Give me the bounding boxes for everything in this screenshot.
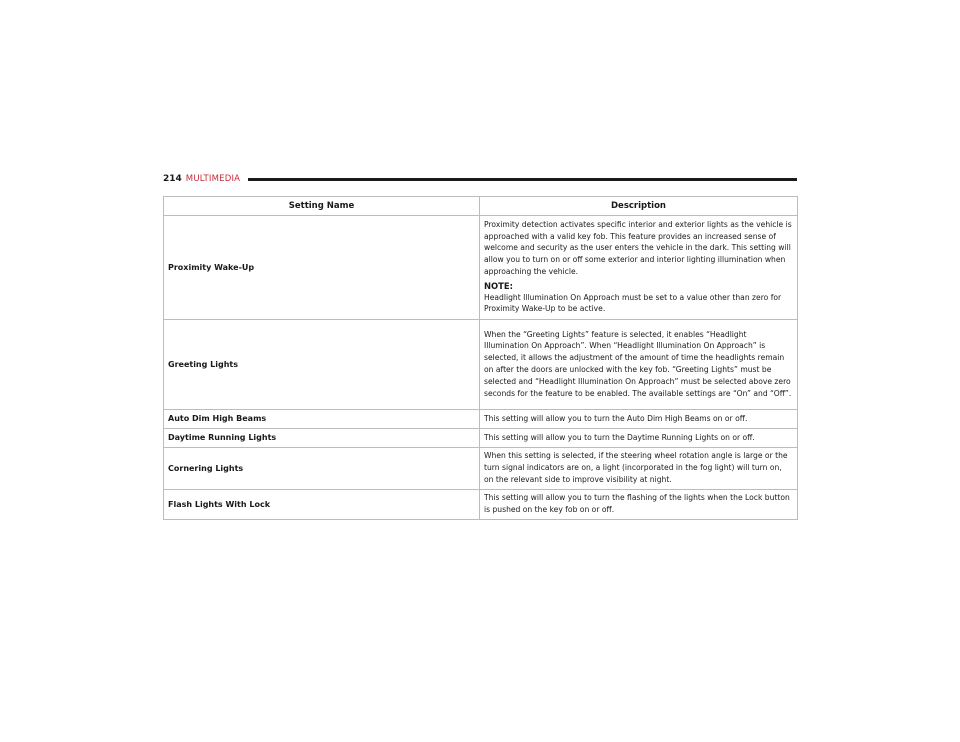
table-row	[164, 320, 798, 410]
note-label: NOTE:	[484, 280, 513, 291]
setting-name: Greeting Lights	[164, 320, 480, 410]
setting-description	[480, 216, 798, 320]
table-row	[164, 448, 798, 490]
table-row	[164, 490, 798, 520]
setting-name: Cornering Lights	[164, 448, 480, 490]
table-row	[164, 410, 798, 429]
setting-description: When the “Greeting Lights” feature is selected, it enables “Headlight Illumination On Approach”. When “Headlight Illumination On Approach” is selected, it allows the adjustment of the amount of time the headlights remain on after the doors are unlocked with the key fob. “Greeting Lights” must be selected and “Headlight Illumination On Approach” must be selected above zero seconds for the feature to be enabled. The available settings are “On” and “Off”.	[480, 320, 798, 410]
setting-name: Flash Lights With Lock	[164, 490, 480, 520]
setting-name: Proximity Wake-Up	[164, 216, 480, 320]
column-header-setting-name: Setting Name	[164, 197, 480, 216]
description-text: Proximity detection activates specific interior and exterior lights as the vehicle is approached with a valid key fob. This feature provides an increased sense of welcome and security as the user enters the vehicle in the dark. This setting will allow you to turn on or off some exterior and interior lighting illumination when approaching the vehicle.	[484, 219, 792, 276]
header-rule	[248, 178, 797, 181]
section-title: MULTIMEDIA	[185, 174, 241, 184]
lights-settings-table	[163, 196, 798, 520]
setting-description: When this setting is selected, if the steering wheel rotation angle is large or the turn signal indicators are on, a light (incorporated in the fog light) will turn on, on the relevant side to improve visibility at night.	[480, 448, 798, 490]
setting-description: This setting will allow you to turn the Auto Dim High Beams on or off.	[480, 410, 798, 429]
page-number: 214	[163, 174, 182, 184]
setting-name: Auto Dim High Beams	[164, 410, 480, 429]
note-text: Headlight Illumination On Approach must be set to a value other than zero for Proximity Wake-Up to be active.	[484, 292, 782, 314]
setting-description: This setting will allow you to turn the Daytime Running Lights on or off.	[480, 429, 798, 448]
setting-name: Daytime Running Lights	[164, 429, 480, 448]
table-row	[164, 216, 798, 320]
table-row	[164, 429, 798, 448]
column-header-description: Description	[480, 197, 798, 216]
table-header-row	[164, 197, 798, 216]
setting-description: This setting will allow you to turn the flashing of the lights when the Lock button is pushed on the key fob on or off.	[480, 490, 798, 520]
page-header	[163, 172, 797, 186]
